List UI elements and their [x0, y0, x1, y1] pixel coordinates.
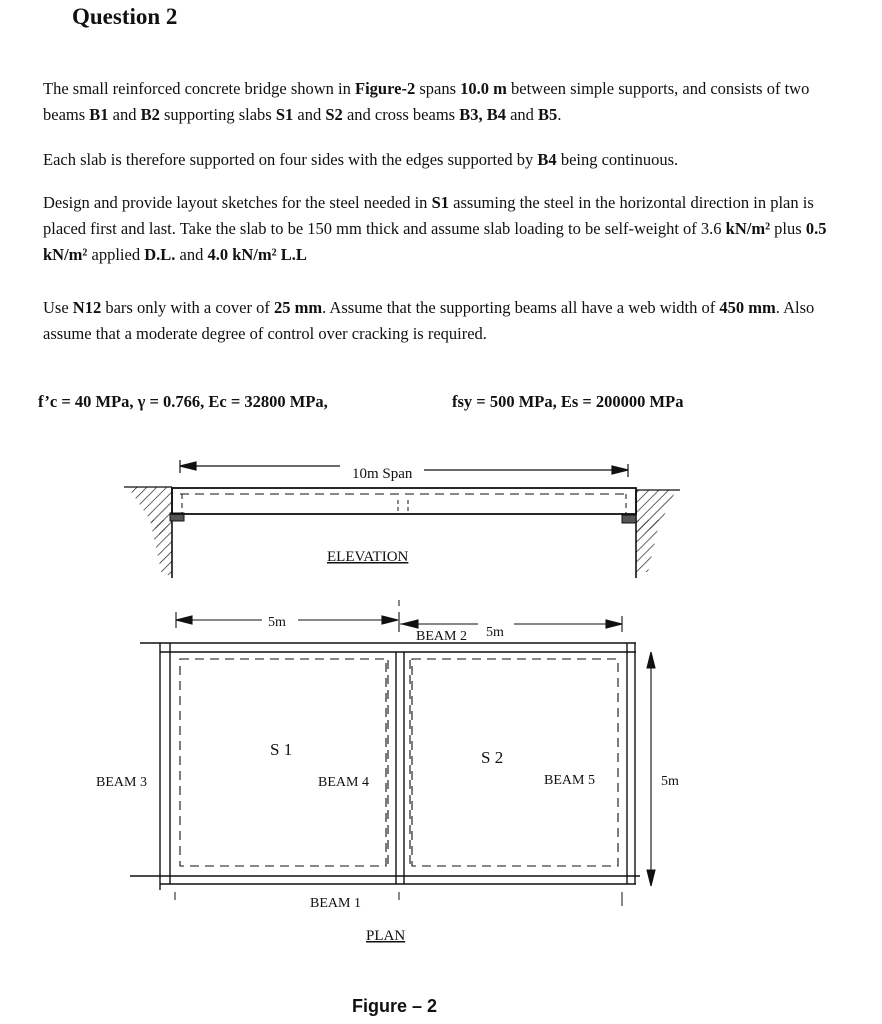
paragraph-bridge-description: The small reinforced concrete bridge shown in Figure-2 spans 10.0 m between simple supports, and consists of two beams B1 and B2 supporting slabs S1 and S2 and cross beams B3, B4 and B5. — [43, 79, 810, 124]
slab-dashed-edges — [180, 659, 618, 866]
material-properties-steel: fsy = 500 MPa, Es = 200000 MPa — [452, 392, 684, 411]
plan-top-dimensions — [176, 612, 622, 632]
beam-2-label: BEAM 2 — [416, 629, 467, 644]
figure-caption: Figure – 2 — [352, 996, 438, 1016]
bridge-deck — [172, 488, 636, 514]
beam-5-label: BEAM 5 — [544, 773, 595, 788]
paragraph-design-task: Design and provide layout sketches for the steel needed in S1 assuming the steel in the horizontal direction in plan is placed first and last. Take the slab to be 150 mm thick and assume slab loading to be self-weight of 3.6 kN/m² plus 0.5 kN/m² applied D.L. and 4.0 kN/m² L.L — [43, 193, 827, 264]
material-properties-concrete: f’c = 40 MPa, γ = 0.766, Ec = 32800 MPa, — [38, 392, 328, 411]
slab-s1-label: S 1 — [270, 740, 293, 759]
beam-4-label: BEAM 4 — [318, 775, 369, 790]
elevation-label: ELEVATION — [327, 549, 409, 565]
span-label: 10m Span — [352, 466, 413, 482]
plan-outline — [130, 643, 640, 890]
dimension-side-5m: 5m — [661, 774, 679, 789]
slab-s2-label: S 2 — [481, 748, 504, 767]
plan-view — [96, 600, 679, 944]
side-dimension — [647, 652, 655, 886]
right-abutment — [622, 490, 680, 578]
dimension-right-5m: 5m — [486, 625, 504, 640]
dimension-left-5m: 5m — [268, 615, 286, 630]
paragraph-bar-requirements: Use N12 bars only with a cover of 25 mm. Assume that the supporting beams all have a web width of 450 mm. Also assume that a moderate degree of control over cracking is required. — [43, 298, 815, 343]
centerline-marks — [175, 600, 622, 906]
question-heading: Question 2 — [72, 4, 178, 29]
left-abutment — [124, 487, 184, 578]
plan-label: PLAN — [366, 928, 406, 944]
beam-3-label: BEAM 3 — [96, 775, 147, 790]
paragraph-slab-support: Each slab is therefore supported on four sides with the edges supported by B4 being continuous. — [43, 150, 679, 169]
beam-1-label: BEAM 1 — [310, 896, 361, 911]
elevation-view — [124, 460, 680, 578]
